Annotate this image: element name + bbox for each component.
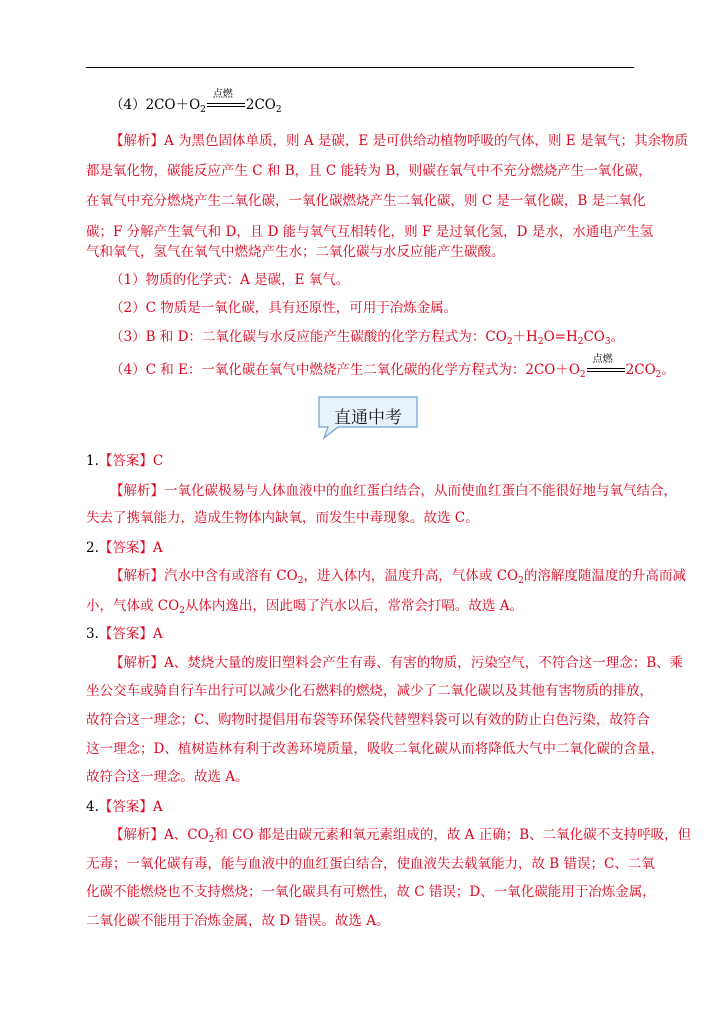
question-number: 4.	[86, 799, 99, 815]
answer-value: A	[152, 540, 163, 556]
sub: 2	[537, 337, 544, 347]
question-1-analysis-1	[110, 481, 677, 501]
analysis-label: 【解析】	[110, 827, 164, 843]
answer-value: C	[152, 453, 164, 469]
item-2: （2）C 物质是一氧化碳，具有还原性，可用于冶炼金属。	[110, 300, 458, 316]
item3-mid3: CO	[583, 329, 605, 345]
answer-label: 【答案】	[98, 799, 153, 815]
question-3-analysis-2: 坐公交车或骑自行车出行可以减少化石燃料的燃烧，减少了二氧化碳以及其他有害物质的排放，	[86, 683, 653, 699]
sub: 2	[179, 606, 185, 616]
question-4-answer	[86, 797, 163, 817]
top-equation-4	[110, 88, 282, 115]
question-2-analysis-1	[110, 566, 686, 586]
analysis-line-1	[110, 131, 688, 151]
question-1-analysis-2: 失去了携氧能力，造成生物体内缺氧，而发生中毒现象。故选 C。	[86, 510, 479, 526]
sub: 2	[208, 835, 215, 845]
analysis-label: 【解析】	[110, 483, 164, 499]
analysis-line-4: 碳；F 分解产生氧气和 D，且 D 能与氧气互相转化，则 F 是过氧化氢，D 是水，水通电产生氢	[86, 224, 654, 240]
question-4-analysis-2: 无毒；一氧化碳有毒，能与血液中的血红蛋白结合，使血液失去载氧能力，故 B 错误；C、二氧	[86, 856, 655, 872]
answer-label: 【答案】	[98, 453, 153, 469]
question-3-analysis-4: 这一理念；D、植树造林有利于改善环境质量，吸收二氧化碳从而将降低大气中二氧化碳的含量，	[86, 741, 664, 757]
sub: 3	[604, 337, 611, 347]
item3-mid2: O=H	[543, 329, 578, 345]
answer-value: A	[152, 626, 163, 642]
question-4-analysis-3: 化碳不能燃烧也不支持燃烧；一氧化碳具有可燃性，故 C 错误；D、一氧化碳能用于冶炼金属，	[86, 884, 656, 900]
eq-text: （4）2CO＋O	[110, 97, 201, 113]
condition-label: 点燃	[592, 353, 613, 365]
question-1-answer	[86, 451, 163, 471]
question-4-analysis-4: 二氧化碳不能用于冶炼金属，故 D 错误。故选 A。	[86, 913, 390, 929]
analysis-label: 【解析】	[110, 568, 164, 584]
sub: 2	[577, 337, 584, 347]
equals-condition	[207, 88, 245, 112]
item-3	[110, 327, 624, 347]
header-rule	[86, 67, 634, 68]
item4-end: 。	[661, 362, 675, 378]
analysis-text: 一氧化碳极易与人体血液中的血红蛋白结合，从而使血红蛋白不能很好地与氧气结合，	[164, 483, 677, 499]
analysis-text: 和 CO 都是由碳元素和氧元素组成的，故 A 正确；B、二氧化碳不支持呼吸，但	[214, 827, 692, 843]
item3-mid: ＋H	[512, 329, 538, 345]
question-number: 3.	[86, 626, 99, 642]
question-3-analysis-3: 故符合这一理念；C、购物时提倡用布袋等环保袋代替塑料袋可以有效的防止白色污染，故符合	[86, 712, 650, 728]
section-title: 直通中考	[334, 408, 402, 428]
equals-condition	[587, 353, 625, 377]
analysis-text: ，进入体内，温度升高，气体或 CO	[303, 568, 519, 584]
analysis-text: 的溶解度随温度的升高而减	[523, 568, 686, 584]
analysis-text: A、焚烧大量的废旧塑料会产生有毒、有害的物质，污染空气，不符合这一理念；B、乘	[164, 655, 684, 671]
analysis-label: 【解析】	[110, 133, 164, 149]
analysis-line-3: 在氧气中充分燃烧产生二氧化碳，一氧化碳燃烧产生二氧化碳，则 C 是一氧化碳，B 是二氧化	[86, 193, 646, 209]
eq-sub: 2	[200, 105, 206, 115]
section-title-callout	[318, 396, 418, 434]
eq-sub: 2	[275, 105, 282, 115]
sub: 2	[655, 370, 662, 380]
eq-product: 2CO	[245, 97, 276, 113]
sub: 2	[518, 576, 524, 586]
question-3-answer	[86, 624, 163, 644]
question-number: 2.	[86, 540, 99, 556]
item3-text: （3）B 和 D：二氧化碳与水反应能产生碳酸的化学方程式为：CO	[110, 329, 507, 345]
question-number: 1.	[86, 453, 99, 469]
analysis-line-5: 气和氧气，氢气在氧气中燃烧产生水；二氧化碳与水反应能产生碳酸。	[86, 244, 505, 260]
analysis-text: 从体内逸出，因此喝了汽水以后，常常会打嗝。故选 A。	[184, 598, 523, 614]
item-4	[110, 353, 675, 380]
question-3-analysis-1	[110, 653, 683, 673]
question-2-answer	[86, 538, 163, 558]
condition-label: 点燃	[212, 88, 233, 100]
item4-text: （4）C 和 E：一氧化碳在氧气中燃烧产生二氧化碳的化学方程式为：2CO＋O	[110, 362, 580, 378]
sub: 2	[506, 337, 513, 347]
question-4-analysis-1	[110, 825, 691, 845]
sub: 2	[297, 576, 304, 586]
answer-label: 【答案】	[98, 540, 153, 556]
analysis-text: A、CO	[164, 827, 209, 843]
analysis-text: 汽水中含有或溶有 CO	[164, 568, 298, 584]
analysis-text: A 为黑色固体单质，则 A 是碳，E 是可供给动植物呼吸的气体，则 E 是氧气；其余物质	[164, 133, 688, 149]
item4-product: 2CO	[625, 362, 656, 378]
question-3-analysis-5: 故符合这一理念。故选 A。	[86, 769, 249, 785]
analysis-text: 小，气体或 CO	[86, 598, 180, 614]
item3-end: 。	[610, 329, 625, 345]
item-1: （1）物质的化学式：A 是碳，E 氧气。	[110, 272, 350, 288]
answer-label: 【答案】	[98, 626, 153, 642]
sub: 2	[579, 370, 586, 380]
answer-value: A	[152, 799, 163, 815]
question-2-analysis-2	[86, 596, 523, 616]
analysis-line-2: 都是氧化物，碳能反应产生 C 和 B，且 C 能转为 B，则碳在氧气中不充分燃烧产生一氧化碳，	[86, 163, 652, 179]
analysis-label: 【解析】	[110, 655, 164, 671]
